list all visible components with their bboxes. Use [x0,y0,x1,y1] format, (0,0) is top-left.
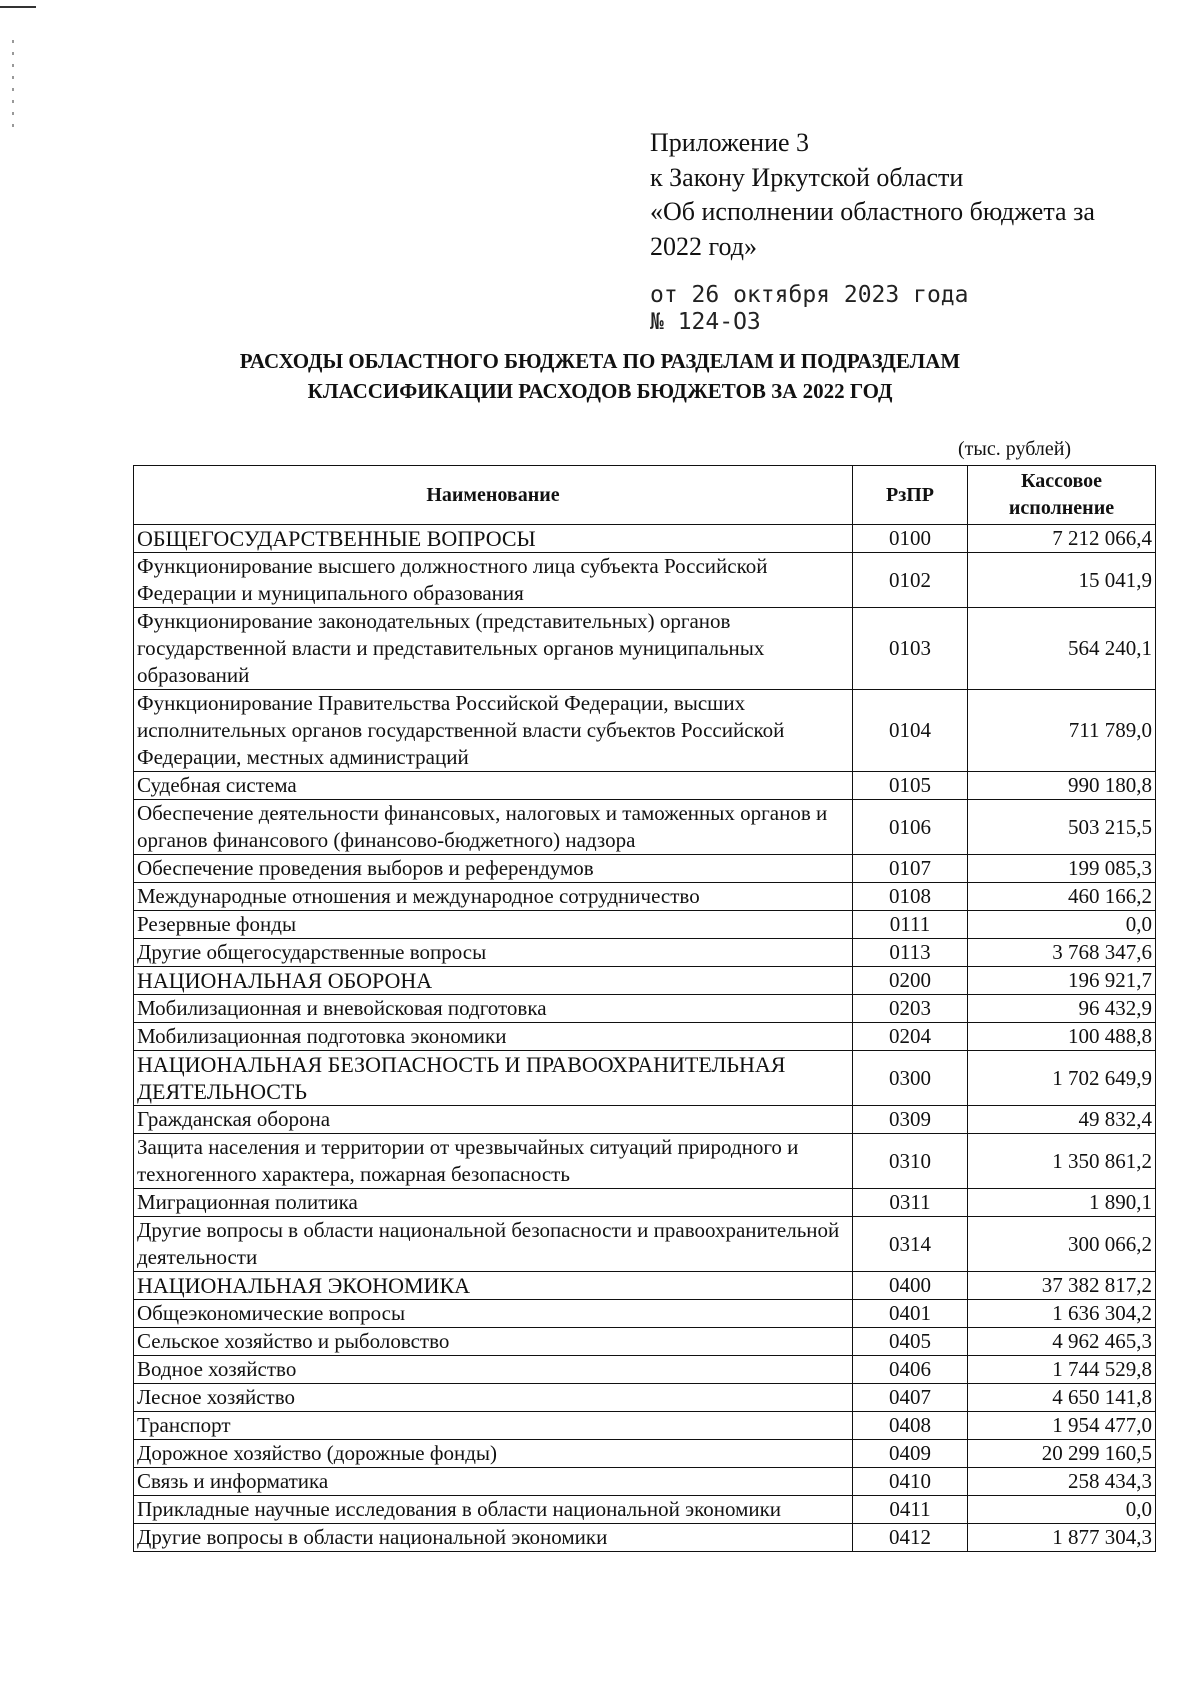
row-amount: 1 350 861,2 [968,1134,1156,1189]
row-amount: 1 744 529,8 [968,1356,1156,1384]
row-amount: 460 166,2 [968,883,1156,911]
row-code: 0100 [853,525,968,553]
table-row [134,1328,1156,1356]
table-row [134,911,1156,939]
title-line-1: РАСХОДЫ ОБЛАСТНОГО БЮДЖЕТА ПО РАЗДЕЛАМ И ПОДРАЗДЕЛАМ [239,349,961,373]
row-code: 0300 [853,1051,968,1106]
row-name: Общеэкономические вопросы [134,1300,853,1328]
stamp-number: № 124-ОЗ [650,309,761,335]
table-row [134,855,1156,883]
row-amount: 4 650 141,8 [968,1384,1156,1412]
row-code: 0108 [853,883,968,911]
table-row [134,883,1156,911]
table-row [134,800,1156,855]
row-code: 0310 [853,1134,968,1189]
row-amount: 0,0 [968,1496,1156,1524]
row-amount: 503 215,5 [968,800,1156,855]
row-code: 0314 [853,1217,968,1272]
row-code: 0203 [853,995,968,1023]
row-amount: 7 212 066,4 [968,525,1156,553]
table-row [134,1524,1156,1552]
table-row [134,690,1156,772]
row-amount: 15 041,9 [968,553,1156,608]
row-amount: 3 768 347,6 [968,939,1156,967]
row-amount: 711 789,0 [968,690,1156,772]
row-name: Другие вопросы в области национальной экономики [134,1524,853,1552]
row-code: 0410 [853,1468,968,1496]
scan-edge-ticks [12,40,14,130]
row-amount: 96 432,9 [968,995,1156,1023]
row-name: Функционирование высшего должностного лица субъекта Российской Федерации и муниципального образования [134,553,853,608]
table-row [134,1051,1156,1106]
table-row [134,1217,1156,1272]
row-amount: 1 954 477,0 [968,1412,1156,1440]
table-row [134,553,1156,608]
row-code: 0407 [853,1384,968,1412]
row-name: Международные отношения и международное сотрудничество [134,883,853,911]
appendix-line: 2022 год» [650,231,757,261]
table-row [134,1384,1156,1412]
row-code: 0105 [853,772,968,800]
row-amount: 1 702 649,9 [968,1051,1156,1106]
row-code: 0104 [853,690,968,772]
row-name: Миграционная политика [134,1189,853,1217]
row-name: Мобилизационная и вневойсковая подготовка [134,995,853,1023]
row-name: Лесное хозяйство [134,1384,853,1412]
row-name: Функционирование Правительства Российской Федерации, высших исполнительных органов государственной власти субъектов Российской Федерации, местных администраций [134,690,853,772]
row-code: 0309 [853,1106,968,1134]
table-row [134,1356,1156,1384]
table-row [134,939,1156,967]
row-name: НАЦИОНАЛЬНАЯ ОБОРОНА [134,967,853,995]
registration-stamp [650,282,969,336]
table-row [134,995,1156,1023]
header-amount-line-1: Кассовое [1020,470,1103,492]
table-row [134,525,1156,553]
row-amount: 37 382 817,2 [968,1272,1156,1300]
row-amount: 4 962 465,3 [968,1328,1156,1356]
row-amount: 49 832,4 [968,1106,1156,1134]
row-amount: 1 890,1 [968,1189,1156,1217]
table-row [134,1468,1156,1496]
row-amount: 1 877 304,3 [968,1524,1156,1552]
row-code: 0107 [853,855,968,883]
document-title [0,346,1200,406]
table-row [134,1300,1156,1328]
row-name: Сельское хозяйство и рыболовство [134,1328,853,1356]
header-name: Наименование [134,466,853,525]
appendix-line: к Закону Иркутской области [650,162,964,192]
table-body [134,525,1156,1552]
row-code: 0405 [853,1328,968,1356]
row-name: Гражданская оборона [134,1106,853,1134]
row-amount: 20 299 160,5 [968,1440,1156,1468]
row-name: Обеспечение деятельности финансовых, налоговых и таможенных органов и органов финансового (финансово-бюджетного) надзора [134,800,853,855]
table-row [134,967,1156,995]
row-code: 0200 [853,967,968,995]
table-row [134,608,1156,690]
row-code: 0409 [853,1440,968,1468]
row-code: 0401 [853,1300,968,1328]
row-name: Водное хозяйство [134,1356,853,1384]
table-row [134,1106,1156,1134]
row-name: Другие общегосударственные вопросы [134,939,853,967]
row-amount: 1 636 304,2 [968,1300,1156,1328]
row-name: Транспорт [134,1412,853,1440]
table-row [134,1412,1156,1440]
table-row [134,1134,1156,1189]
table-row [134,772,1156,800]
row-amount: 0,0 [968,911,1156,939]
row-amount: 258 434,3 [968,1468,1156,1496]
expenditure-table [133,465,1156,1552]
table-row [134,1440,1156,1468]
row-code: 0204 [853,1023,968,1051]
table-row [134,1496,1156,1524]
row-name: Мобилизационная подготовка экономики [134,1023,853,1051]
row-code: 0412 [853,1524,968,1552]
stamp-date: от 26 октября 2023 года [650,282,969,308]
row-code: 0106 [853,800,968,855]
table-row [134,1272,1156,1300]
header-amount-line-2: исполнение [1008,497,1115,519]
row-name: Дорожное хозяйство (дорожные фонды) [134,1440,853,1468]
row-code: 0406 [853,1356,968,1384]
row-code: 0103 [853,608,968,690]
row-code: 0113 [853,939,968,967]
row-name: ОБЩЕГОСУДАРСТВЕННЫЕ ВОПРОСЫ [134,525,853,553]
row-name: Прикладные научные исследования в области национальной экономики [134,1496,853,1524]
row-name: Обеспечение проведения выборов и референдумов [134,855,853,883]
row-amount: 990 180,8 [968,772,1156,800]
appendix-line: «Об исполнении областного бюджета за [650,197,1095,226]
row-name: Судебная система [134,772,853,800]
row-amount: 199 085,3 [968,855,1156,883]
header-amount [968,466,1156,525]
row-amount: 196 921,7 [968,967,1156,995]
row-code: 0411 [853,1496,968,1524]
table-header-row [134,466,1156,525]
row-amount: 100 488,8 [968,1023,1156,1051]
table-row [134,1023,1156,1051]
row-name: Связь и информатика [134,1468,853,1496]
table-row [134,1189,1156,1217]
row-name: Резервные фонды [134,911,853,939]
row-name: НАЦИОНАЛЬНАЯ ЭКОНОМИКА [134,1272,853,1300]
header-code: РзПР [853,466,968,525]
row-name: Функционирование законодательных (представительных) органов государственной власти и представительных органов муниципальных образований [134,608,853,690]
row-amount: 300 066,2 [968,1217,1156,1272]
units-label: (тыс. рублей) [958,438,1072,460]
row-name: Другие вопросы в области национальной безопасности и правоохранительной деятельности [134,1217,853,1272]
title-line-2: КЛАССИФИКАЦИИ РАСХОДОВ БЮДЖЕТОВ ЗА 2022 ГОД [307,379,893,403]
row-code: 0311 [853,1189,968,1217]
row-code: 0408 [853,1412,968,1440]
row-code: 0102 [853,553,968,608]
appendix-block [650,126,1150,264]
row-amount: 564 240,1 [968,608,1156,690]
row-name: Защита населения и территории от чрезвычайных ситуаций природного и техногенного характера, пожарная безопасность [134,1134,853,1189]
scan-edge-mark [0,6,36,8]
row-code: 0111 [853,911,968,939]
row-code: 0400 [853,1272,968,1300]
row-name: НАЦИОНАЛЬНАЯ БЕЗОПАСНОСТЬ И ПРАВООХРАНИТЕЛЬНАЯ ДЕЯТЕЛЬНОСТЬ [134,1051,853,1106]
appendix-line: Приложение 3 [650,128,810,157]
